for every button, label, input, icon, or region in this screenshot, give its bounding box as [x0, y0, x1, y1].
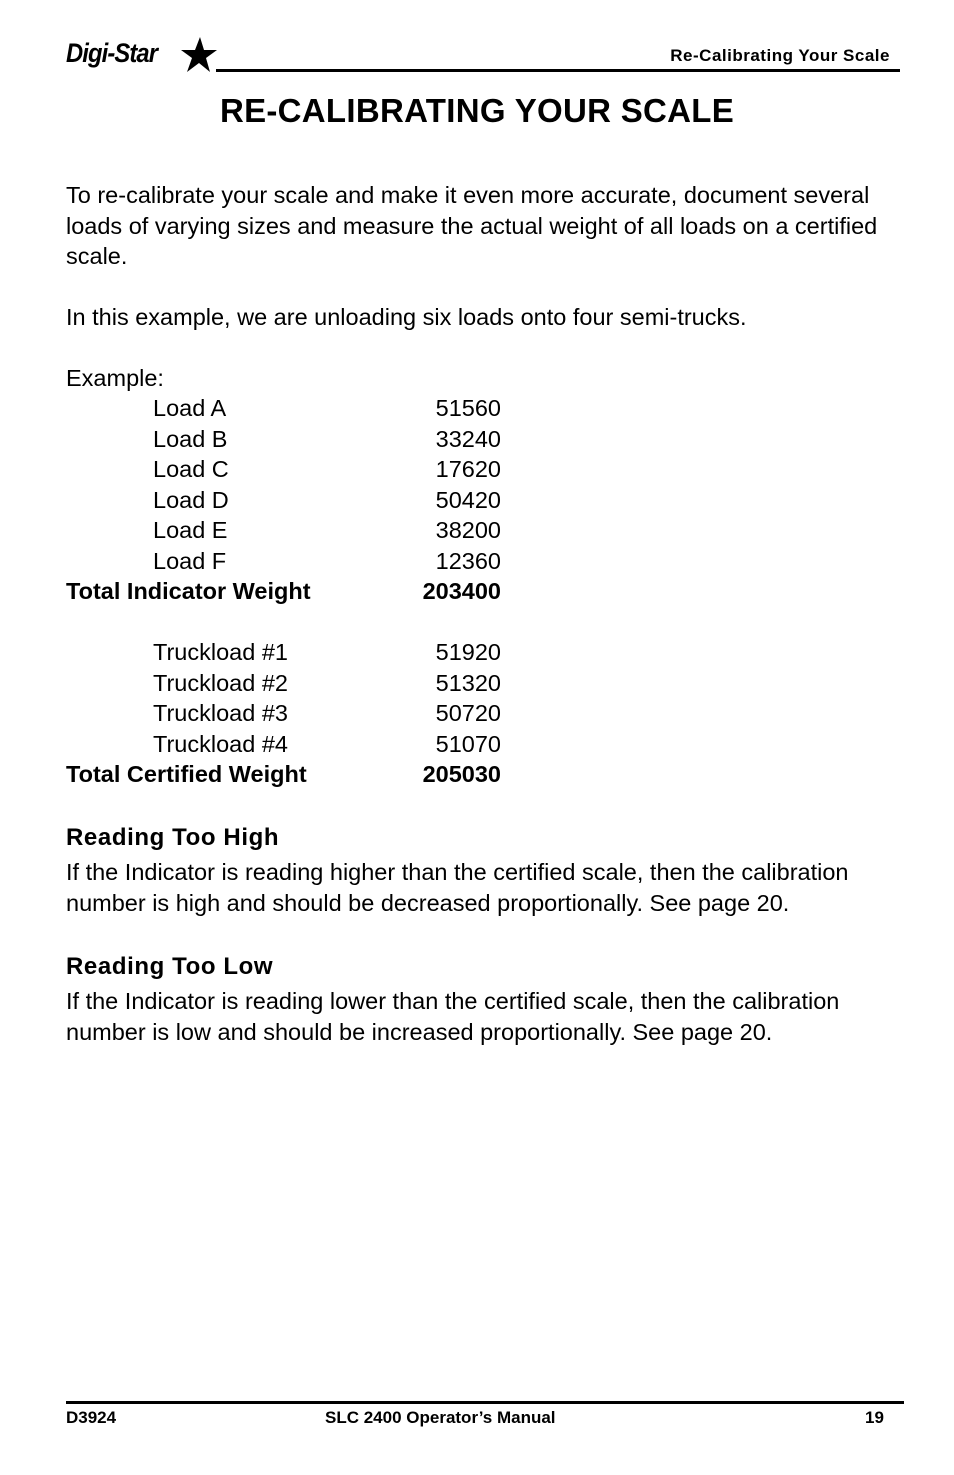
section-body-too-low: If the Indicator is reading lower than the certified scale, then the calibration number is low and should be increased proportionally. See page 20.: [66, 988, 840, 1045]
truckload-label: Truckload #1: [153, 639, 288, 665]
running-header-title: Re-Calibrating Your Scale: [670, 46, 890, 65]
load-label: Load A: [153, 395, 227, 421]
section-heading-too-high: Reading Too High: [66, 824, 280, 851]
footer-page-number: 19: [865, 1408, 884, 1427]
truckload-row: [66, 637, 506, 667]
page-header: [66, 36, 900, 76]
brand-logo: Digi-Star: [66, 38, 158, 68]
footer-manual-title: SLC 2400 Operator’s Manual: [325, 1408, 556, 1427]
star-icon: [178, 36, 218, 74]
truckload-value: 51070: [435, 731, 501, 757]
truckload-row: [66, 729, 506, 759]
load-label: Load F: [153, 548, 227, 574]
footer-rule: [66, 1401, 904, 1404]
truckload-label: Truckload #4: [153, 731, 288, 757]
load-row: [66, 546, 506, 576]
load-value: 33240: [435, 426, 501, 452]
load-value: 38200: [435, 517, 501, 543]
load-row: [66, 485, 506, 515]
load-label: Load E: [153, 517, 228, 543]
header-rule: [216, 69, 900, 72]
load-row: [66, 393, 506, 423]
footer-doc-number: D3924: [66, 1408, 117, 1427]
page-title: RE-CALIBRATING YOUR SCALE: [219, 92, 735, 129]
load-label: Load D: [153, 487, 229, 513]
truckload-label: Truckload #2: [153, 670, 288, 696]
truckload-row: [66, 668, 506, 698]
example-label: Example:: [66, 365, 164, 391]
section-heading-too-low: Reading Too Low: [66, 953, 274, 980]
load-value: 51560: [435, 395, 501, 421]
load-label: Load B: [153, 426, 228, 452]
total-certified-value: 205030: [422, 761, 501, 787]
total-indicator-row: [66, 576, 506, 606]
load-row: [66, 424, 506, 454]
load-value: 17620: [435, 456, 501, 482]
load-row: [66, 454, 506, 484]
load-row: [66, 515, 506, 545]
total-indicator-value: 203400: [422, 578, 501, 604]
load-value: 12360: [435, 548, 501, 574]
load-label: Load C: [153, 456, 229, 482]
total-certified-label: Total Certified Weight: [66, 761, 307, 787]
intro-paragraph: To re-calibrate your scale and make it even more accurate, document several loads of varying sizes and measure the actual weight of all loads on a certified scale.: [66, 182, 878, 269]
total-indicator-label: Total Indicator Weight: [66, 578, 311, 604]
total-certified-row: [66, 759, 506, 789]
section-body-too-high: If the Indicator is reading higher than the certified scale, then the calibration number is high and should be decreased proportionally. See page 20.: [66, 859, 849, 916]
example-note: In this example, we are unloading six loads onto four semi-trucks.: [66, 304, 747, 330]
truckload-row: [66, 698, 506, 728]
truckload-value: 51920: [435, 639, 501, 665]
truckload-label: Truckload #3: [153, 700, 288, 726]
load-value: 50420: [435, 487, 501, 513]
truckload-value: 50720: [435, 700, 501, 726]
truckload-value: 51320: [435, 670, 501, 696]
